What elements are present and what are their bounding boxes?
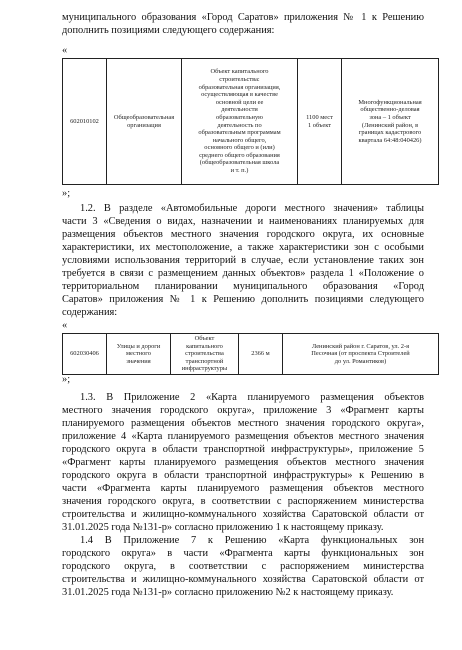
text-line: размещения объектов местного значения городского округа, их основные [62, 229, 424, 240]
cell-text-line: инфраструктуры [181, 365, 228, 373]
table-objects-1 [62, 58, 439, 185]
text-line: территориальном планировании муниципального образования «Город [62, 281, 424, 292]
quote-close: »; [62, 188, 71, 199]
cell-text-line: общественно-деловая [360, 106, 420, 114]
text-line: городского округа» в части «Фрагмента карты функциональных зон [62, 548, 424, 559]
cell-text-line: и т. п.) [230, 167, 249, 175]
cell-text-line: Песочная (от проспекта Строителей [311, 350, 410, 358]
cell-description [171, 334, 239, 375]
text-line: содержания: [62, 307, 118, 318]
cell-name [107, 334, 171, 375]
cell-text-line: образовательную [216, 113, 263, 121]
text-line: характеристики, их местоположение, а также характеристики зон с особыми [62, 242, 424, 253]
text-line: требуется в связи с размещением данных объектов» раздела 1 «Положение о [62, 268, 424, 279]
text-line: приложение 4 «Карта планируемого размещения объектов местного значения [62, 431, 424, 442]
cell-text-line: образовательным программам [198, 129, 281, 137]
cell-code: 602030406 [63, 334, 107, 375]
text-line: 31.01.2025 года №131-р» согласно приложению 1 к настоящему приказу. [62, 522, 384, 533]
cell-location [342, 59, 439, 185]
cell-location [283, 334, 439, 375]
text-line: 1.3. В Приложение 2 «Карта планируемого размещения объектов [80, 392, 424, 403]
cell-text-line: деятельности [221, 106, 258, 114]
text-line: муниципального образования «Город Саратов» приложения № 1 к Решению [62, 12, 424, 23]
text-line: «Фрагмент карты планируемого размещения объектов местного значения [62, 457, 424, 468]
cell-text-line: Объект капитального [210, 68, 269, 76]
text-line: значения городского округа, в соответствии с распоряжением министерства [62, 496, 424, 507]
cell-text-line: строительства [185, 350, 224, 358]
text-line: планируемого размещения объектов местного значения городского округа», [62, 418, 424, 429]
text-line: части «Фрагмента карты планируемого размещения объектов местного [62, 483, 424, 494]
text-line: условиями использования территорий в случае, если установление таких зон [62, 255, 424, 266]
cell-text-line: (общеобразовательная школа [199, 159, 280, 167]
cell-text-line: 1 объект [307, 121, 332, 129]
cell-text-line: Улицы и дороги [116, 342, 161, 350]
cell-text-line: начального общего, [212, 136, 267, 144]
cell-text-line: Ленинский район г. Саратов, ул. 2-я [311, 342, 410, 350]
table-row [63, 59, 439, 185]
cell-description [182, 59, 298, 185]
cell-text-line: транспортной [185, 357, 224, 365]
cell-text-line: деятельность по [217, 121, 262, 129]
text-line: городского округа в области транспортной инфраструктуры», приложение 5 [62, 444, 424, 455]
cell-text-line: осуществляющая в качестве [201, 91, 278, 99]
text-line: Саратов» приложения № 1 к Решению дополнить позициями следующего [62, 294, 424, 305]
cell-code: 602010102 [63, 59, 107, 185]
cell-text-line: строительства: [219, 75, 260, 83]
table-row [63, 334, 439, 375]
text-line: 1.2. В разделе «Автомобильные дороги местного значения» таблицы [80, 203, 424, 214]
cell-text-line: основной цели ее [215, 98, 264, 106]
text-line: части 3 «Сведения о видах, назначении и наименованиях планируемых для [62, 216, 424, 227]
quote-close: »; [62, 374, 71, 385]
cell-text-line: Объект [194, 335, 215, 342]
cell-text-line: среднего общего образования [199, 151, 280, 159]
cell-text-line: основного общего и (или) [204, 144, 275, 152]
cell-text-line: значения [126, 357, 151, 365]
text-line: строительства и жилищно-коммунального хозяйства Саратовской области от [62, 574, 424, 585]
cell-text-line: границах кадастрового [358, 129, 422, 137]
text-line: местного значения городского округа», приложение 3 «Фрагмент карты [62, 405, 424, 416]
text-line: городского округа в области транспортной инфраструктуры» к Решению в [62, 470, 424, 481]
cell-text-line: Многофункциональная [358, 98, 422, 106]
text-line: 1.4 В Приложение 7 к Решению «Карта функциональных зон [80, 535, 424, 546]
cell-text-line: местного [126, 350, 151, 358]
cell-text-line: (Ленинский район, в [361, 121, 419, 129]
cell-text-line: 1100 мест [306, 113, 333, 121]
cell-capacity [298, 59, 342, 185]
text-line: дополнить позициями следующего содержания: [62, 25, 275, 36]
text-line: городского округа, в соответствии с распоряжением министерства [62, 561, 424, 572]
cell-text-line: зона – 1 объект [369, 113, 411, 121]
cell-text-line: образовательная организация, [198, 83, 281, 91]
quote-open: « [62, 320, 68, 331]
cell-length: 2366 м [239, 334, 283, 375]
quote-open: « [62, 45, 68, 56]
cell-text-line: квартала 64:48:040426) [358, 136, 422, 144]
cell-name: Общеобразовательная организация [107, 59, 182, 185]
cell-text-line: капитального [186, 342, 223, 350]
table-objects-2 [62, 333, 439, 375]
cell-text-line: до ул. Романтиков) [334, 357, 387, 365]
text-line: строительства и жилищно-коммунального хозяйства Саратовской области от [62, 509, 424, 520]
text-line: 31.01.2025 года №131-р» согласно приложению №2 к настоящему приказу. [62, 587, 394, 598]
